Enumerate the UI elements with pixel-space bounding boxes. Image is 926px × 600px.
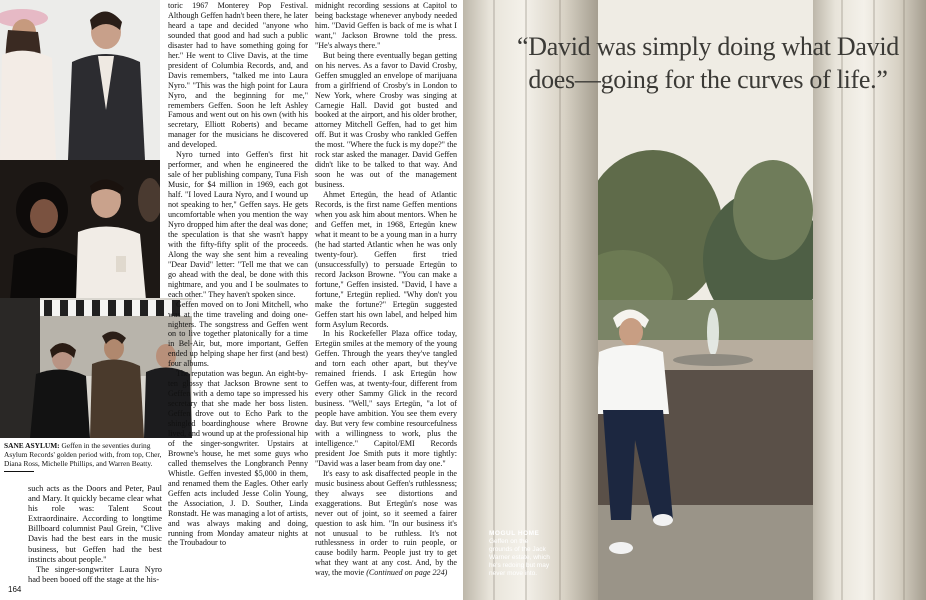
right-caption-label: MOGUL HOME [489,530,540,537]
photo-geffen-with-phillips-beatty [0,298,192,438]
paragraph: But being there eventually began getting on his nerves. As a favor to David Crosby, Geffen smuggled an envelope of marijuana from a girlfriend of Crosby's in London to New York, where Crosby was singing at Carnegie Hall. David got busted and booked at the airport, and his older brother, attorney Mitchell Geffen, had to get him off. But it was Crosby who rankled Geffen the most. "Where the fuck is my dope?" the rock star asked the manager. David Geffen didn't like to be talked to that way. And soon he was out of the management business. [315,50,457,190]
column-2-text [168,1,308,548]
page-number: 164 [8,585,22,594]
paragraph: In his Rockefeller Plaza office today, Ertegün smiles at the memory of the young Geffen. Through the years they've tangled and torn each other apart, but they've remained friends. I ask Ertegün how Geffen was, at twenty-four, different from every other Sammy Glick in the record business. "Well," says Ertegün, "a lot of people have ambition. You see them every day. But very few combine resourcefulness with a willingness to work, plus the intelligence." Capitol/EMI Records president Joe Smith puts it more tightly: "David was a laser beam from day one." [315,329,457,468]
right-caption-text: Geffen on the grounds of the Jack Warner estate, which he's redoing but may never move into. [489,538,550,577]
photo-cher-illustration [0,0,160,160]
photo-phillips-beatty-illustration [0,298,192,438]
paragraph: Nyro turned into Geffen's first hit performer, and when he engineered the sale of her publishing company, Tuna Fish Music, for $4 million in 1969, each got half. "I loved Laura Nyro, and I wound up not speaking to her," Geffen says. He gets uncomfortable when you mention the way Nyro dropped him after the deal was done; the speculation is that she wasn't happy with the fifty-fifty split of the proceeds. Along the way she sent him a revealing "Dear David" letter: "Tell me that we can go ahead with the deal, be done with this nightmare, and you and I be soulmates to each other." They haven't spoken since. [168,150,308,299]
pull-quote: “David was simply doing what David does—going for the curves of life.” [517,32,899,94]
caption-rule [4,471,34,472]
paragraph: Geffen moved on to Joni Mitchell, who was at the time traveling and doing one-nighters. The songstress and Geffen went on to live together platonically for a time in Bel-Air, but, more important, Geffen ended up helping shape her first (and best) four albums. [168,299,308,369]
continued-note: (Continued on page 224) [366,568,448,578]
paragraph: The singer-songwriter Laura Nyro had been booed off the stage at the his- [28,564,162,584]
paragraph: toric 1967 Monterey Pop Festival. Although Geffen hadn't been there, he later heard a tape and decided "anyone who sounded that good and had such a public disaster had to have something going for her." He went to Clive Davis, at the time president of Columbia Records, and, and Davis remembers, "talked me into Laura Nyro." "This was the high point for Laura Nyro, and the beginning for me," remembers Geffen. Soon he left Ashley Famous and went out on his own (with his secretary, Elliott Roberts) and became manager for the musicians he discovered and developed. [168,1,308,150]
column-3-text [315,1,457,578]
paragraph [315,469,457,578]
paragraph: Ahmet Ertegün, the head of Atlantic Records, is the first name Geffen mentions when you ask him about mentors. When he and Geffen met, in 1968, Ertegün knew what it meant to be a young man in a hurry (he had started Atlantic when he was only twenty-four). Geffen first tried (unsuccessfully) to persuade Ertegün to record Jackson Browne. "You can make a fortune," Geffen insisted. "David, I have a fortune," Ertegün replied. "Why don't you make the fortune?" Ertegün suggested Geffen start his own label, and helped him form Asylum Records. [315,190,457,329]
photo-geffen-with-cher [0,0,160,160]
paragraph: The reputation was begun. An eight-by-ten glossy that Jackson Browne sent to Geffen with a demo tape so impressed his secretary that she made her boss listen. Geffen drove out to Echo Park to the shingled boardinghouse where Browne lived, and wound up at the professional hip of the singer-songwriter. Upstairs at Browne's house, he met some guys who called themselves the Longbranch Penny Whistle. Geffen invested $5,000 in them, and renamed them the Eagles. Other early Geffen acts included Jesse Colin Young, the Association, J. D. Souther, Linda Ronstadt. He was managing a lot of artists, and was always making and doing, running from Monday amateur nights at the Troubadour to [168,369,308,548]
photo-diana-ross-illustration [0,160,160,300]
caption-text: Geffen in the seventies during Asylum Records' golden period with, from top, Cher, Diana Ross, Michelle Phillips, and Warren Beatty. [4,441,162,468]
photo-caption [4,441,164,472]
right-page-photo [463,0,926,600]
paragraph: midnight recording sessions at Capitol to being backstage whenever anybody needed him. "David Geffen is back of me is what I want," Jackson Browne told the press. "He's always there." [315,1,457,50]
caption-label: SANE ASYLUM: [4,441,60,450]
paragraph-text: It's easy to ask disaffected people in the music business about Geffen's ruthlessness; they always see distortions and exaggerations. But Ertegün's nose was never out of joint, so it seemed a fairer question to ask him. "In our business it's not unusual to be ruthless. It's not ruthlessness in order to ruin people, or cause bodily harm. People just try to get what they want at any cost. And, by the way, the movie [315,468,457,578]
paragraph: such acts as the Doors and Peter, Paul and Mary. It quickly became clear what his role was: Talent Scout Extraordinaire. According to longtime Billboard columnist Paul Grein, "Clive Davis had the best ears in the music business, but Geffen had the best instincts about people." [28,484,162,564]
column-1-text [28,484,162,585]
right-photo-caption [489,530,553,578]
pillar-flute [493,0,495,600]
photo-geffen-with-diana-ross [0,160,160,300]
